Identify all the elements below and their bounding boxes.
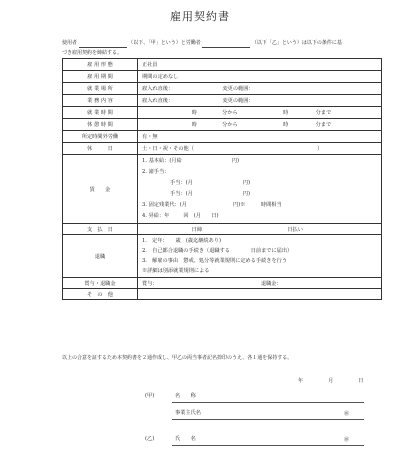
row-bonus <box>63 278 382 289</box>
party-a-rep-line[interactable] <box>172 419 364 420</box>
wage-line-basic: 1. 基本給：(月給 円) <box>142 158 239 164</box>
label-bonus: 賞与・退職金 <box>63 278 138 289</box>
workplace-scope: 変更の範囲： <box>222 86 254 92</box>
label-employment-period: 雇 用 期 間 <box>63 71 138 83</box>
value-employment-type[interactable]: 正社員 <box>138 59 382 71</box>
retire-line-age: 1. 定年： 歳 (歳迄継続あり) <box>142 238 222 244</box>
value-duties[interactable] <box>138 95 382 107</box>
row-holidays <box>63 143 382 155</box>
value-overtime[interactable]: 有・無 <box>138 131 382 143</box>
employee-blank[interactable] <box>202 41 250 48</box>
value-holidays[interactable] <box>138 143 382 155</box>
break-start-min: 分から <box>222 122 238 128</box>
wage-line-allowance-2: 手当：(月 円) <box>170 191 250 197</box>
break-end-hour: 時 <box>283 122 289 128</box>
row-work-hours <box>63 107 382 119</box>
payday-cutoff: 日締 <box>191 226 203 233</box>
label-payday: 支 払 日 <box>63 224 138 235</box>
value-payday[interactable] <box>138 224 382 235</box>
contract-table <box>62 58 382 300</box>
retire-line-note: ※詳細は別添就業規則による <box>142 268 210 274</box>
holidays-close: ） <box>317 146 323 152</box>
wage-line-allowance-1: 手当：(月 円) <box>170 180 250 186</box>
work-start-hour: 時 <box>191 110 197 116</box>
party-b-name-line[interactable] <box>172 445 364 446</box>
party-a-name-label: 名 称 <box>175 393 196 399</box>
break-end-min: 分まで <box>315 122 332 128</box>
label-holidays: 休 日 <box>63 143 138 155</box>
page-title: 雇用契約書 <box>170 10 230 23</box>
value-retirement[interactable] <box>138 235 382 278</box>
value-work-hours[interactable] <box>138 107 382 119</box>
bonus-label: 賞与： <box>142 280 158 287</box>
label-retirement: 退職 <box>63 235 138 278</box>
value-other[interactable] <box>138 289 382 300</box>
duties-initial: 雇入れ直後： <box>142 98 174 104</box>
wage-line-allowances: 2. 諸手当： <box>142 169 170 175</box>
label-other: そ の 他 <box>63 289 138 300</box>
retire-line-dismissal: 3. 解雇の事由 懲戒、処分等就業規則に定める手続きを行う <box>142 258 288 264</box>
row-wages <box>63 155 382 224</box>
employer-blank[interactable] <box>79 41 127 48</box>
value-employment-period[interactable]: 期間の定めなし <box>138 71 382 83</box>
row-duties <box>63 95 382 107</box>
value-bonus[interactable] <box>138 278 382 289</box>
row-break-hours <box>63 119 382 131</box>
retire-line-voluntary: 2. 自己都合退職の手続き（退職する 日前までに届出） <box>142 248 293 254</box>
intro-line1-mid: （以下、「甲」という）と労働者 <box>128 40 201 46</box>
payday-pay: 日払い <box>287 226 303 233</box>
label-overtime: 所定時間外労働 <box>63 131 138 143</box>
party-b-seal-icon: ㊞ <box>344 437 350 443</box>
wage-line-fixed-overtime: 3. 固定残業代：(月 円)※ 時間相当 <box>142 202 282 208</box>
employer-label: 使用者 <box>62 40 78 46</box>
work-end-hour: 時 <box>283 110 289 116</box>
work-start-min: 分から <box>222 110 238 116</box>
workplace-initial: 雇入れ直後： <box>142 86 174 92</box>
row-workplace <box>63 83 382 95</box>
value-break-hours[interactable] <box>138 119 382 131</box>
party-a-tag: (甲) <box>145 393 155 399</box>
value-workplace[interactable] <box>138 83 382 95</box>
party-a-name-line[interactable] <box>172 402 364 403</box>
agreement-text: 以上の合意を証するため本契約書を２通作成し、甲乙の両当事者記名捺印のうえ、各１通を保持する。 <box>62 355 293 361</box>
label-employment-type: 雇 用 形 態 <box>63 59 138 71</box>
label-wages: 賃 金 <box>63 155 138 224</box>
party-b-name-label: 氏 名 <box>175 436 196 442</box>
work-end-min: 分まで <box>315 110 332 116</box>
break-start-hour: 時 <box>191 122 197 128</box>
row-overtime <box>63 131 382 143</box>
row-employment-period <box>63 71 382 83</box>
label-break-hours: 休 憩 時 間 <box>63 119 138 131</box>
row-employment-type <box>63 59 382 71</box>
contract-date[interactable]: 年 月 日 <box>298 378 364 384</box>
holidays-options: 土・日・祝・その他（ <box>142 146 194 152</box>
wage-line-raise: 4. 昇給：年 回 (月 日) <box>142 213 219 219</box>
party-a-seal-icon: ㊞ <box>344 411 350 417</box>
intro-line1-end: （以下「乙」という）は以下の条件に基 <box>251 40 342 46</box>
label-duties: 業 務 内 容 <box>63 95 138 107</box>
duties-scope: 変更の範囲： <box>222 98 254 104</box>
label-workplace: 就 業 場 所 <box>63 83 138 95</box>
row-payday <box>63 224 382 235</box>
party-a-rep-label: 事業主氏名 <box>175 410 201 416</box>
value-wages[interactable] <box>138 155 382 224</box>
row-other <box>63 289 382 300</box>
severance-label: 退職金： <box>260 280 282 287</box>
row-retirement <box>63 235 382 278</box>
intro-text <box>62 38 382 58</box>
party-b-tag: (乙) <box>145 436 155 442</box>
intro-line2: づき雇用契約を締結する。 <box>62 50 123 56</box>
label-work-hours: 就 業 時 間 <box>63 107 138 119</box>
